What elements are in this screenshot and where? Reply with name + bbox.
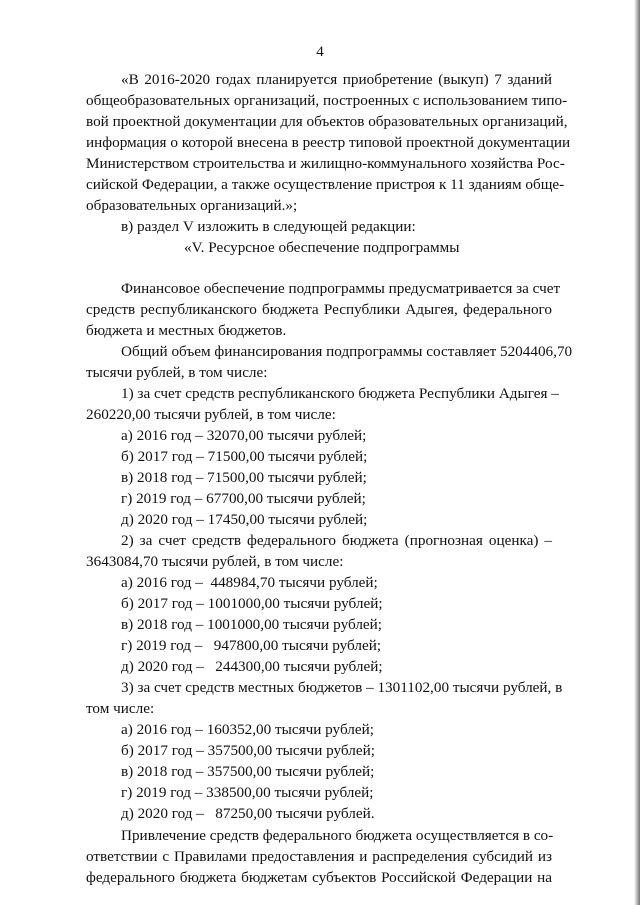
text-line: Финансовое обеспечение подпрограммы предусматривается за счет	[121, 280, 561, 297]
text-line: общеобразовательных организаций, построенных с использованием типо-	[86, 92, 568, 109]
section-heading: «V. Ресурсное обеспечение подпрограммы	[184, 239, 460, 256]
list-item: д) 2020 год – 87250,00 тысячи рублей.	[121, 805, 375, 822]
text-line: том числе:	[86, 700, 155, 717]
list-item: б) 2017 год – 1001000,00 тысячи рублей;	[121, 595, 383, 612]
list-item: д) 2020 год – 17450,00 тысячи рублей;	[121, 511, 368, 528]
text-line: информация о которой внесена в реестр типовой проектной документации	[86, 134, 571, 151]
list-item: г) 2019 год – 947800,00 тысячи рублей;	[121, 637, 382, 654]
list-item: г) 2019 год – 67700,00 тысячи рублей;	[121, 490, 366, 507]
list-item: а) 2016 год – 448984,70 тысячи рублей;	[121, 574, 378, 591]
list-item: б) 2017 год – 357500,00 тысячи рублей;	[121, 742, 375, 759]
list-item: в) 2018 год – 357500,00 тысячи рублей;	[121, 763, 375, 780]
text-line: Общий объем финансирования подпрограммы составляет 5204406,70	[121, 343, 573, 360]
text-line: тысячи рублей, в том числе:	[86, 364, 268, 381]
page-number: 4	[316, 44, 324, 60]
list-item: а) 2016 год – 160352,00 тысячи рублей;	[121, 721, 374, 738]
list-item: б) 2017 год – 71500,00 тысячи рублей;	[121, 448, 368, 465]
text-line: федерального бюджета бюджетам субъектов Российской Федерации на	[86, 869, 552, 886]
list-item: д) 2020 год – 244300,00 тысячи рублей;	[121, 658, 383, 675]
text-line: Привлечение средств федерального бюджета осуществляется в со-	[121, 827, 554, 844]
list-item: г) 2019 год – 338500,00 тысячи рублей;	[121, 784, 374, 801]
text-line: 1) за счет средств республиканского бюджета Республики Адыгея –	[121, 385, 559, 402]
list-item: в) 2018 год – 1001000,00 тысячи рублей;	[121, 616, 382, 633]
text-line: 3) за счет средств местных бюджетов – 1301102,00 тысячи рублей, в	[121, 679, 563, 696]
text-line: бюджета и местных бюджетов.	[86, 322, 287, 339]
text-line: 2) за счет средств федерального бюджета (прогнозная оценка) –	[121, 532, 552, 549]
text-line: образовательных организаций.»;	[86, 197, 298, 214]
list-item: а) 2016 год – 32070,00 тысячи рублей;	[121, 427, 367, 444]
text-line: 3643084,70 тысячи рублей, в том числе:	[86, 553, 344, 570]
scan-edge-shadow	[634, 0, 640, 905]
text-line: сийской Федерации, а также осуществление пристроя к 11 зданиям обще-	[86, 176, 565, 193]
list-item: в) 2018 год – 71500,00 тысячи рублей;	[121, 469, 367, 486]
text-line: в) раздел V изложить в следующей редакции:	[121, 218, 416, 235]
text-line: Министерством строительства и жилищно-коммунального хозяйства Рос-	[86, 155, 565, 172]
text-line: «В 2016-2020 годах планируется приобретение (выкуп) 7 зданий	[121, 71, 552, 88]
text-line: средств республиканского бюджета Республики Адыгея, федерального	[86, 301, 552, 318]
text-line: ответствии с Правилами предоставления и распределения субсидий из	[86, 848, 552, 865]
text-line: вой проектной документации для объектов образовательных организаций,	[86, 113, 568, 130]
text-line: 260220,00 тысячи рублей, в том числе:	[86, 406, 336, 423]
